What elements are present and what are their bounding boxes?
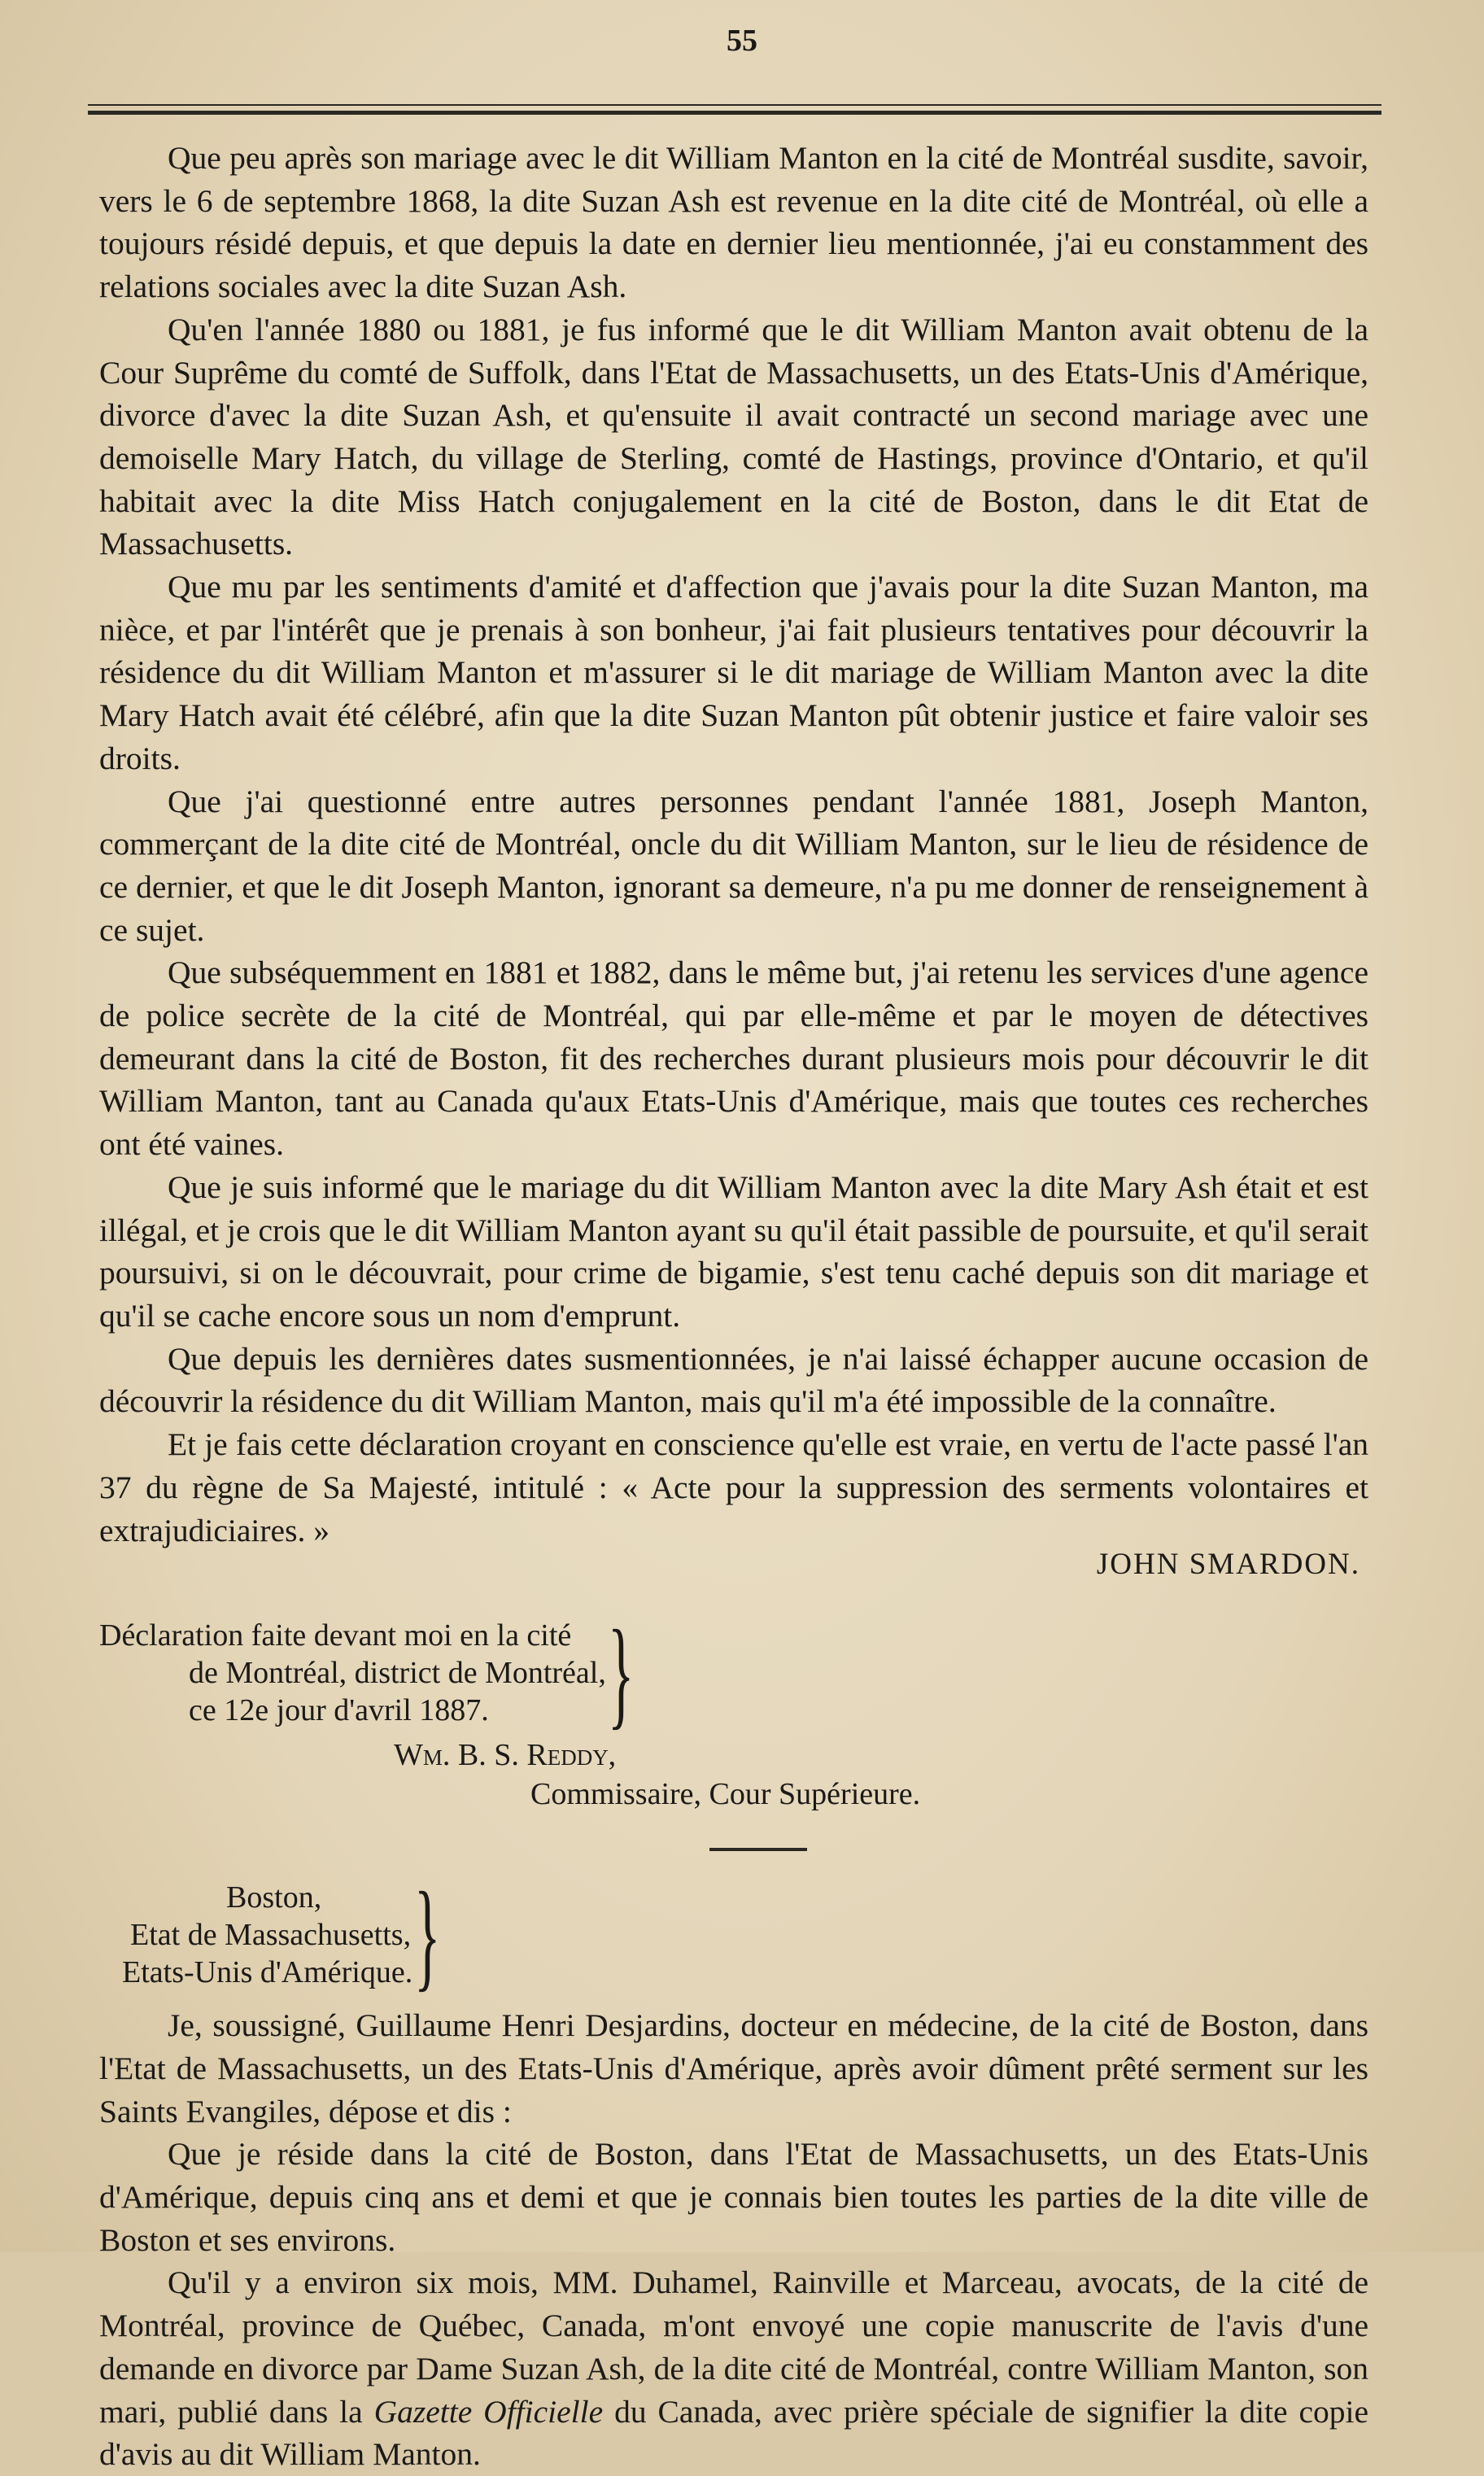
paragraph: Je, soussigné, Guillaume Henri Desjardins, docteur en médecine, de la cité de Boston, dans l'Etat de Massachusetts, un des Etats-Unis d'Amérique, après avoir dûment prêté serment sur les Saints Evangiles, dépose et dis :	[99, 2007, 1368, 2129]
paragraph: Que subséquemment en 1881 et 1882, dans le même but, j'ai retenu les services d'une agence de police secrète de la cité de Montréal, qui par elle-même et par le moyen de détectives demeurant dans la cité de Boston, fit des recherches durant plusieurs mois pour découvrir le dit William Manton, tant au Canada qu'aux Etats-Unis d'Amérique, mais que toutes ces recherches ont été vaines.	[99, 954, 1368, 1163]
right-brace: }	[607, 1605, 635, 1741]
paragraph-text: du Canada, avec prière spéciale de signifier la dite copie d'avis au dit William Manton.	[99, 2393, 1369, 2473]
commissioner-title: Commissaire, Cour Supérieure.	[530, 1777, 921, 1812]
paragraph: Que j'ai questionné entre autres personnes pendant l'année 1881, Joseph Manton, commerçant de la dite cité de Montréal, oncle du dit William Manton, sur le lieu de résidence de ce dernier, et que le dit Joseph Manton, ignorant sa demeure, n'a pu me donner de renseignement à ce sujet.	[99, 783, 1368, 948]
address-block	[122, 1867, 1368, 2003]
address-line: Etats-Unis d'Amérique.	[122, 1955, 413, 1990]
page-number: 55	[727, 24, 757, 58]
declaration-line: de Montréal, district de Montréal,	[189, 1656, 606, 1691]
commissioner-block	[99, 1736, 1368, 1814]
paragraph: Que mu par les sentiments d'amité et d'affection que j'avais pour la dite Suzan Manton, ma nièce, et par l'intérêt que je prenais à son bonheur, j'ai fait plusieurs tentatives pour découvrir la résidence du dit William Manton et m'assurer si le dit mariage de William Manton avec la dite Mary Hatch avait été célébré, afin que la dite Suzan Manton pût obtenir justice et faire valoir ses droits.	[99, 569, 1368, 776]
declaration-block	[99, 1605, 1368, 1741]
paragraph-text: Qu'il y a environ six mois, MM. Duhamel, Rainville et Marceau, avocats, de la cité de Montréal, province de Québec, Canada, m'ont envoyé une copie manuscrite de l'avis d'une demande en divorce par Dame Suzan Ash, de la dite cité de Montréal, contre William Manton, son mari, publié dans la	[99, 2264, 1368, 2430]
paragraph: Qu'en l'année 1880 ou 1881, je fus informé que le dit William Manton avait obtenu de la Cour Suprême du comté de Suffolk, dans l'Etat de Massachusetts, un des Etats-Unis d'Amérique, divorce d'avec la dite Suzan Ash, et qu'ensuite il avait contracté un second mariage avec une demoiselle Mary Hatch, du village de Sterling, comté de Hastings, province d'Ontario, et qu'il habitait avec la dite Miss Hatch conjugalement en la cité de Boston, dans le dit Etat de Massachusetts.	[99, 311, 1368, 562]
top-rule	[88, 104, 1381, 116]
section-divider	[709, 1848, 807, 1851]
commissioner-name: Wm. B. S. Reddy,	[394, 1738, 617, 1773]
declaration-line: ce 12e jour d'avril 1887.	[189, 1693, 489, 1728]
signature: JOHN SMARDON.	[1096, 1548, 1360, 1582]
paragraph: Que je suis informé que le mariage du dit William Manton avec la dite Mary Ash était et est illégal, et je crois que le dit William Manton ayant su qu'il était passible de poursuite, et qu'il serait poursuivi, si on le découvrait, pour crime de bigamie, s'est tenu caché depuis son dit mariage et qu'il se cache encore sous un nom d'emprunt.	[99, 1168, 1368, 1334]
paragraph: Que depuis les dernières dates susmentionnées, je n'ai laissé échapper aucune occasion de découvrir la résidence du dit William Manton, mais qu'il m'a été impossible de la connaître.	[99, 1340, 1368, 1420]
right-brace: }	[414, 1867, 441, 2003]
document-body	[99, 137, 1368, 2476]
address-line: Boston,	[226, 1880, 322, 1915]
paragraph: Et je fais cette déclaration croyant en conscience qu'elle est vraie, en vertu de l'acte passé l'an 37 du règne de Sa Majesté, intitulé : « Acte pour la suppression des serments volontaires et extrajudiciaires. »	[99, 1426, 1368, 1548]
paragraph: Que peu après son mariage avec le dit William Manton en la cité de Montréal susdite, savoir, vers le 6 de septembre 1868, la dite Suzan Ash est revenue en la dite cité de Montréal, où elle a toujours résidé depuis, et que depuis la date en dernier lieu mentionnée, j'ai eu constamment des relations sociales avec la dite Suzan Ash.	[99, 140, 1368, 305]
paragraph	[99, 2261, 1368, 2476]
paragraph: Que je réside dans la cité de Boston, dans l'Etat de Massachusetts, un des Etats-Unis d'Amérique, depuis cinq ans et demi et que je connais bien toutes les parties de la dite ville de Boston et ses environs.	[99, 2136, 1368, 2258]
gazette-title: Gazette Officielle	[373, 2393, 604, 2430]
declaration-line: Déclaration faite devant moi en la cité	[99, 1618, 572, 1653]
address-line: Etat de Massachusetts,	[130, 1918, 412, 1953]
